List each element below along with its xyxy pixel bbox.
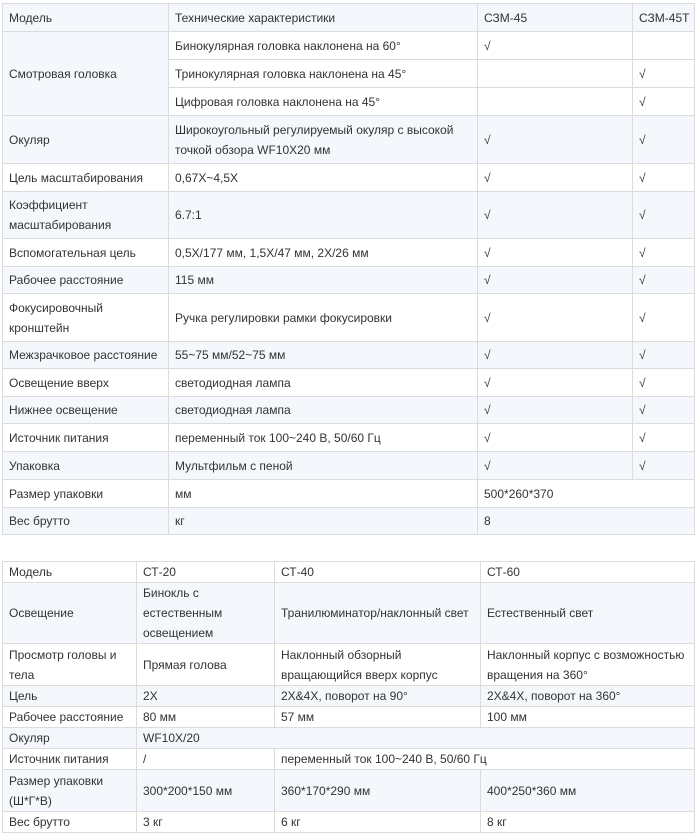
cell-unit: мм <box>169 480 478 508</box>
row-label: Размер упаковки <box>3 480 169 508</box>
cell-spec: 6.7:1 <box>169 192 478 239</box>
table-row <box>3 707 695 728</box>
cell-value: 2X <box>137 686 275 707</box>
cell-check <box>478 60 633 88</box>
table-row <box>3 342 695 369</box>
cell-spec: 55~75 мм/52~75 мм <box>169 342 478 369</box>
cell-check: √ <box>633 342 695 369</box>
cell-value: Наклонный корпус с возможностью вращения на 360° <box>481 644 695 686</box>
cell-value: Бинокль с естественным освещением <box>137 583 275 644</box>
cell-check: √ <box>478 397 633 424</box>
cell-check: √ <box>633 164 695 192</box>
cell-check: √ <box>478 116 633 164</box>
cell-check: √ <box>478 424 633 452</box>
header-model: Модель <box>3 562 137 583</box>
cell-check: √ <box>633 239 695 267</box>
cell-check: √ <box>633 424 695 452</box>
table-row <box>3 294 695 342</box>
cell-check: √ <box>478 239 633 267</box>
cell-value: 8 кг <box>481 812 695 833</box>
cell-value: 57 мм <box>275 707 481 728</box>
cell-unit: кг <box>169 508 478 535</box>
cell-value: 8 <box>478 508 695 535</box>
table-row <box>3 686 695 707</box>
table-row <box>3 480 695 508</box>
cell-value: переменный ток 100~240 В, 50/60 Гц <box>275 749 695 770</box>
cell-check: √ <box>633 116 695 164</box>
row-label: Источник питания <box>3 424 169 452</box>
table-row <box>3 239 695 267</box>
cell-value: 400*250*360 мм <box>481 770 695 812</box>
row-label: Окуляр <box>3 116 169 164</box>
row-label: Освещение <box>3 583 137 644</box>
row-label: Просмотр головы и тела <box>3 644 137 686</box>
cell-check: √ <box>633 88 695 116</box>
table-row <box>3 728 695 749</box>
cell-value: 6 кг <box>275 812 481 833</box>
table-row <box>3 644 695 686</box>
cell-check: √ <box>478 164 633 192</box>
cell-check: √ <box>633 294 695 342</box>
cell-check <box>633 32 695 60</box>
table-row <box>3 192 695 239</box>
table-row <box>3 812 695 833</box>
cell-value: WF10X/20 <box>137 728 695 749</box>
cell-check: √ <box>478 294 633 342</box>
row-label: Источник питания <box>3 749 137 770</box>
row-label: Межзрачковое расстояние <box>3 342 169 369</box>
row-label: Освещение вверх <box>3 369 169 397</box>
header-st60: СТ-60 <box>481 562 695 583</box>
row-label: Упаковка <box>3 452 169 480</box>
cell-check: √ <box>633 397 695 424</box>
table-row <box>3 32 695 60</box>
cell-value: 360*170*290 мм <box>275 770 481 812</box>
cell-spec: светодиодная лампа <box>169 397 478 424</box>
header-row <box>3 4 695 32</box>
table-row <box>3 116 695 164</box>
header-szm45: СЗМ-45 <box>478 4 633 32</box>
cell-check: √ <box>633 60 695 88</box>
row-label: Вес брутто <box>3 812 137 833</box>
cell-spec: 115 мм <box>169 267 478 294</box>
cell-value: 500*260*370 <box>478 480 695 508</box>
cell-spec: Бинокулярная головка наклонена на 60° <box>169 32 478 60</box>
cell-check: √ <box>633 267 695 294</box>
header-szm45t: СЗМ-45Т <box>633 4 695 32</box>
row-label: Окуляр <box>3 728 137 749</box>
table-row <box>3 583 695 644</box>
cell-value: 3 кг <box>137 812 275 833</box>
cell-spec: светодиодная лампа <box>169 369 478 397</box>
row-label: Вес брутто <box>3 508 169 535</box>
cell-value: / <box>137 749 275 770</box>
header-st40: СТ-40 <box>275 562 481 583</box>
header-specs: Технические характеристики <box>169 4 478 32</box>
row-label: Вспомогательная цель <box>3 239 169 267</box>
cell-check: √ <box>478 192 633 239</box>
cell-value: 2X&4X, поворот на 360° <box>481 686 695 707</box>
row-label: Цель <box>3 686 137 707</box>
cell-check: √ <box>478 369 633 397</box>
cell-spec: Мультфильм с пеной <box>169 452 478 480</box>
row-label: Фокусировочный кронштейн <box>3 294 169 342</box>
row-label: Размер упаковки (Ш*Г*В) <box>3 770 137 812</box>
cell-spec: переменный ток 100~240 В, 50/60 Гц <box>169 424 478 452</box>
cell-check: √ <box>633 369 695 397</box>
row-label: Рабочее расстояние <box>3 267 169 294</box>
row-label: Нижнее освещение <box>3 397 169 424</box>
table-row <box>3 397 695 424</box>
cell-check: √ <box>478 32 633 60</box>
cell-value: Прямая голова <box>137 644 275 686</box>
cell-check: √ <box>478 342 633 369</box>
spec-table-szm <box>2 3 695 535</box>
cell-value: Наклонный обзорный вращающийся вверх корпус <box>275 644 481 686</box>
cell-value: 80 мм <box>137 707 275 728</box>
row-label: Коэффициент масштабирования <box>3 192 169 239</box>
row-label: Цель масштабирования <box>3 164 169 192</box>
cell-check: √ <box>478 267 633 294</box>
table-row <box>3 267 695 294</box>
spec-table-st <box>2 561 695 833</box>
cell-spec: Тринокулярная головка наклонена на 45° <box>169 60 478 88</box>
header-st20: СТ-20 <box>137 562 275 583</box>
table-row <box>3 164 695 192</box>
cell-value: 100 мм <box>481 707 695 728</box>
cell-spec: 0,5X/177 мм, 1,5X/47 мм, 2X/26 мм <box>169 239 478 267</box>
cell-check <box>478 88 633 116</box>
table-row <box>3 369 695 397</box>
cell-value: Естественный свет <box>481 583 695 644</box>
cell-value: Транилюминатор/наклонный свет <box>275 583 481 644</box>
cell-value: 300*200*150 мм <box>137 770 275 812</box>
cell-spec: Ручка регулировки рамки фокусировки <box>169 294 478 342</box>
table-row <box>3 424 695 452</box>
header-row <box>3 562 695 583</box>
table-row <box>3 452 695 480</box>
cell-spec: 0,67X~4,5X <box>169 164 478 192</box>
header-model: Модель <box>3 4 169 32</box>
table-row <box>3 508 695 535</box>
cell-check: √ <box>633 452 695 480</box>
cell-check: √ <box>478 452 633 480</box>
row-label-head: Смотровая головка <box>3 32 169 116</box>
row-label: Рабочее расстояние <box>3 707 137 728</box>
table-row <box>3 770 695 812</box>
table-row <box>3 749 695 770</box>
cell-check: √ <box>633 192 695 239</box>
cell-value: 2X&4X, поворот на 90° <box>275 686 481 707</box>
cell-spec: Цифровая головка наклонена на 45° <box>169 88 478 116</box>
cell-spec: Широкоугольный регулируемый окуляр с высокой точкой обзора WF10X20 мм <box>169 116 478 164</box>
